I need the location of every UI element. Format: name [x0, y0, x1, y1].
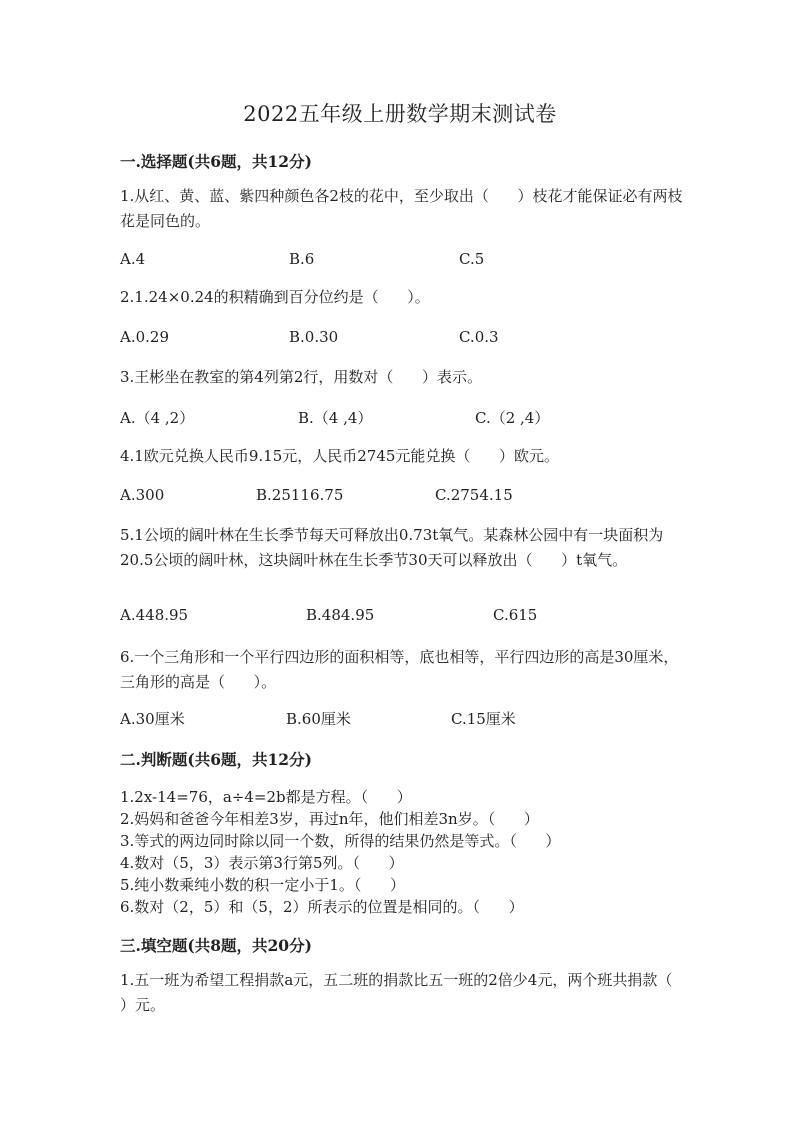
judgment-item: 6.数对（2，5）和（5，2）所表示的位置是相同的。（ ）	[120, 898, 524, 916]
option-b: B.6	[289, 250, 315, 268]
judgment-item: 5.纯小数乘纯小数的积一定小于1。（ ）	[120, 876, 405, 894]
judgment-item: 3.等式的两边同时除以同一个数，所得的结果仍然是等式。（ ）	[120, 832, 561, 850]
option-c: C.615	[493, 606, 538, 624]
option-b: B.25116.75	[256, 486, 344, 504]
question-text: 6.一个三角形和一个平行四边形的面积相等，底也相等，平行四边形的高是30厘米，三角形的高是（ ）。	[120, 648, 679, 691]
option-a: A.0.29	[120, 328, 169, 346]
section-heading-choice: 一.选择题(共6题，共12分)	[120, 152, 312, 171]
question-text: 1.从红、黄、蓝、紫四种颜色各2枝的花中，至少取出（ ）枝花才能保证必有两枝花是同色的。	[120, 187, 683, 230]
question-text: 3.王彬坐在教室的第4列第2行，用数对（ ）表示。	[120, 368, 483, 386]
page-title: 2022五年级上册数学期末测试卷	[243, 102, 557, 126]
question-text: 5.1公顷的阔叶林在生长季节每天可释放出0.73t氧气。某森林公园中有一块面积为20.5公顷的阔叶林，这块阔叶林在生长季节30天可以释放出（ ）t氧气。	[120, 526, 664, 569]
option-c: C.2754.15	[435, 486, 513, 504]
question-text: 2.1.24×0.24的积精确到百分位约是（ ）。	[120, 288, 430, 306]
option-c: C.15厘米	[451, 710, 516, 728]
judgment-item: 1.2x-14=76，a÷4=2b都是方程。（ ）	[120, 788, 412, 806]
option-a: A.30厘米	[120, 710, 185, 728]
question-text: 1.五一班为希望工程捐款a元，五二班的捐款比五一班的2倍少4元，两个班共捐款（ ）元。	[120, 971, 701, 1014]
option-b: B.（4 ,4）	[298, 409, 373, 427]
option-c: C.5	[459, 250, 485, 268]
section-heading-fill-blank: 三.填空题(共8题，共20分)	[120, 936, 312, 955]
judgment-item: 4.数对（5，3）表示第3行第5列。（ ）	[120, 854, 404, 872]
option-b: B.0.30	[289, 328, 339, 346]
section-heading-true-false: 二.判断题(共6题，共12分)	[120, 750, 312, 769]
option-c: C.（2 ,4）	[475, 409, 550, 427]
option-b: B.484.95	[306, 606, 375, 624]
option-a: A.300	[120, 486, 165, 504]
option-b: B.60厘米	[286, 710, 351, 728]
option-a: A.448.95	[120, 606, 189, 624]
option-a: A.4	[120, 250, 146, 268]
option-c: C.0.3	[459, 328, 499, 346]
question-text: 4.1欧元兑换人民币9.15元，人民币2745元能兑换（ ）欧元。	[120, 447, 560, 465]
option-a: A.（4 ,2）	[120, 409, 195, 427]
judgment-item: 2.妈妈和爸爸今年相差3岁，再过n年，他们相差3n岁。（ ）	[120, 810, 539, 828]
